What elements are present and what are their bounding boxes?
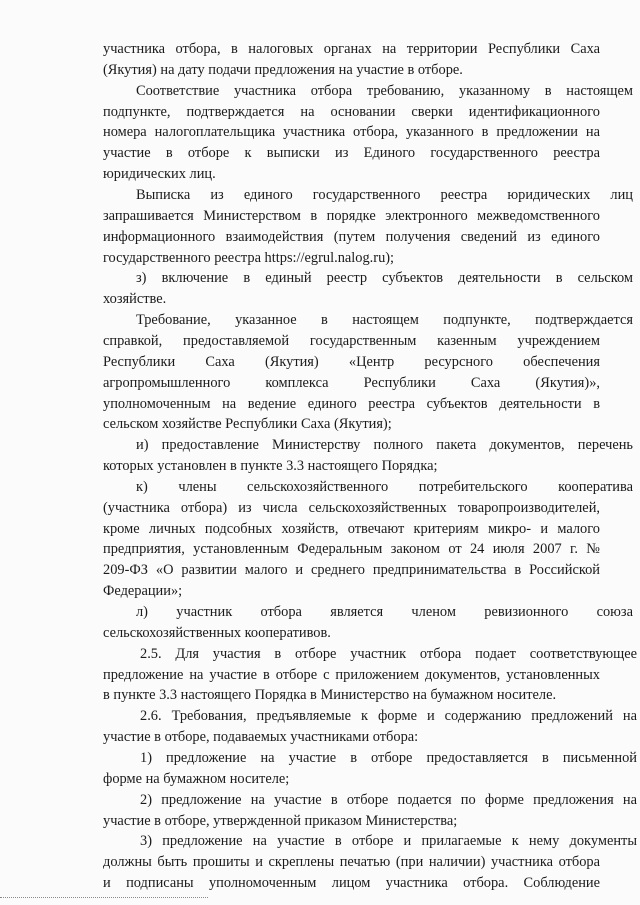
- text-line: Республики Саха (Якутия) «Центр ресурсного обеспечения: [103, 353, 600, 370]
- text-line: справкой, предоставляемой государственным казенным учреждением: [103, 332, 600, 349]
- text-line: (Якутия) на дату подачи предложения на участие в отборе.: [103, 61, 463, 78]
- text-line: 1) предложение на участие в отборе предоставляется в письменной: [140, 749, 637, 766]
- text-line: участие в отборе, подаваемых участниками отбора:: [103, 729, 419, 746]
- text-line: номера налогоплательщика участника отбора, указанного в предложении на: [103, 124, 600, 141]
- text-line: предприятия, установленным Федеральным законом от 24 июля 2007 г. №: [103, 541, 600, 558]
- text-line: юридических лиц.: [103, 166, 216, 183]
- text-line: 3) предложение на участие в отборе и прилагаемые к нему документы: [140, 833, 637, 850]
- text-line: 2.6. Требования, предъявляемые к форме и содержанию предложений на: [140, 708, 637, 725]
- text-line: должны быть прошиты и скреплены печатью (при наличии) участника отбора: [103, 854, 600, 871]
- text-line: (участника отбора) из числа сельскохозяйственных товаропроизводителей,: [103, 499, 600, 516]
- text-line: участника отбора, в налоговых органах на территории Республики Саха: [103, 41, 600, 57]
- text-line: к) члены сельскохозяйственного потребительского кооператива: [136, 478, 633, 495]
- text-line: предложение на участие в отборе с приложением документов, установленных: [103, 666, 600, 683]
- text-line: которых установлен в пункте 3.3 настоящего Порядка;: [103, 458, 438, 474]
- text-line: Выписка из единого государственного реестра юридических лиц: [136, 187, 633, 203]
- text-line: кроме личных подсобных хозяйств, отвечают критериям микро- и малого: [103, 520, 600, 537]
- text-line: участие в отборе к выписки из Единого государственного реестра: [103, 145, 600, 162]
- text-line: запрашивается Министерством в порядке электронного межведомственного: [103, 207, 600, 224]
- text-line: 209-ФЗ «О развитии малого и среднего предпринимательства в Российской: [103, 562, 600, 579]
- text-line: хозяйстве.: [103, 291, 167, 308]
- text-line: Требование, указанное в настоящем подпункте, подтверждается: [136, 312, 633, 329]
- text-line: сельском хозяйстве Республики Саха (Якутия);: [103, 416, 392, 433]
- text-line: сельскохозяйственных кооперативов.: [103, 624, 331, 641]
- text-line: подпункте, подтверждается на основании сверки идентификационного: [103, 103, 600, 120]
- text-line: Соответствие участника отбора требованию, указанному в настоящем: [136, 82, 633, 99]
- text-line: участие в отборе, утвержденной приказом Министерства;: [103, 812, 458, 829]
- footer-rule: [0, 897, 208, 898]
- text-line: уполномоченным на ведение единого реестра субъектов деятельности в: [103, 395, 600, 412]
- text-line: з) включение в единый реестр субъектов деятельности в сельском: [136, 270, 633, 287]
- text-line: агропромышленного комплекса Республики Саха (Якутия)»,: [103, 374, 600, 391]
- text-line: в пункте 3.3 настоящего Порядка в Министерство на бумажном носителе.: [103, 687, 557, 704]
- text-line: 2.5. Для участия в отборе участник отбора подает соответствующее: [140, 645, 637, 662]
- text-line: и подписаны уполномоченным лицом участника отбора. Соблюдение: [103, 875, 600, 891]
- text-line: государственного реестра https://egrul.nalog.ru);: [103, 249, 395, 266]
- text-line: и) предоставление Министерству полного пакета документов, перечень: [136, 437, 633, 454]
- text-line: 2) предложение на участие в отборе подается по форме предложения на: [140, 791, 637, 808]
- text-line: информационного взаимодействия (путем получения сведений из единого: [103, 228, 600, 245]
- text-line: форме на бумажном носителе;: [103, 770, 290, 787]
- text-line: Федерации»;: [103, 583, 183, 600]
- text-line: л) участник отбора является членом ревизионного союза: [136, 604, 633, 620]
